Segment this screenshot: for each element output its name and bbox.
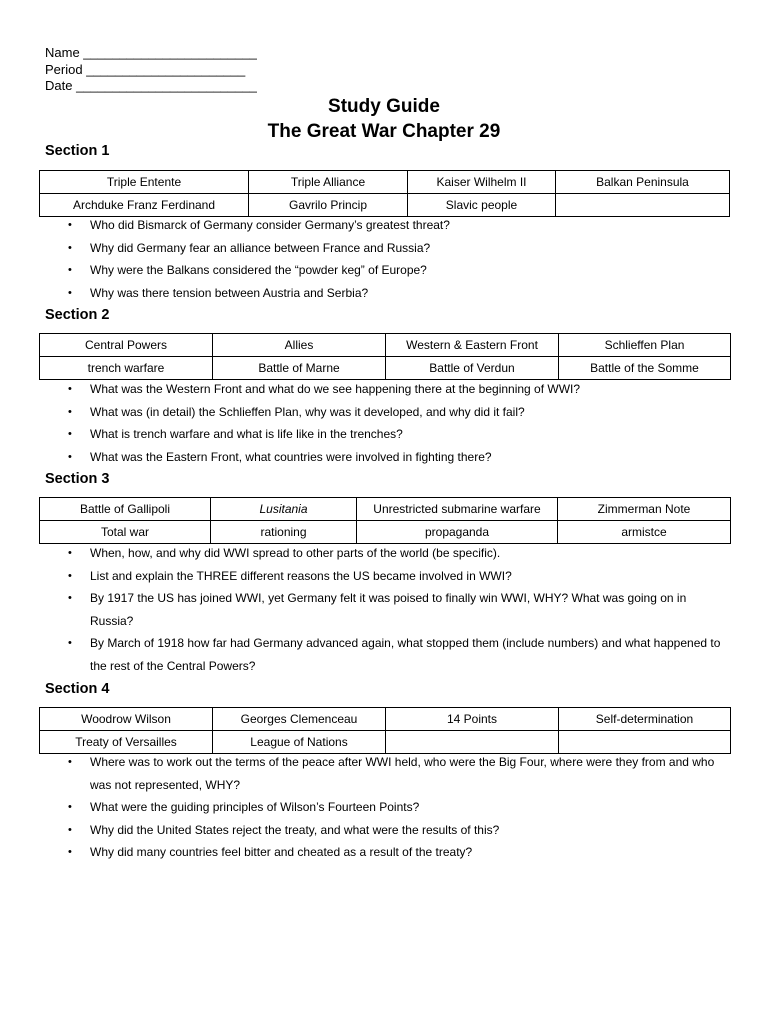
term-cell: Unrestricted submarine warfare	[357, 498, 558, 521]
term-cell: Schlieffen Plan	[559, 334, 731, 357]
question-item: • Who did Bismarck of Germany consider Germany’s greatest threat?	[68, 214, 728, 237]
section-4-questions	[68, 751, 728, 864]
table-row	[40, 171, 730, 194]
question-item: • Why did Germany fear an alliance between France and Russia?	[68, 237, 728, 260]
section-3-terms-table	[39, 497, 731, 544]
question-item: • What is trench warfare and what is life like in the trenches?	[68, 423, 728, 446]
term-cell: Georges Clemenceau	[213, 708, 386, 731]
period-field[interactable]: Period ______________________	[45, 61, 246, 77]
document-title: Study Guide	[328, 96, 440, 117]
term-cell: Kaiser Wilhelm II	[408, 171, 556, 194]
name-field[interactable]: Name ________________________	[45, 45, 257, 60]
section-1-questions	[68, 214, 728, 304]
term-cell: Triple Entente	[40, 171, 249, 194]
section-3-questions	[68, 542, 728, 677]
question-item: • When, how, and why did WWI spread to other parts of the world (be specific).	[68, 542, 728, 565]
term-cell: trench warfare	[40, 357, 213, 380]
term-cell: Archduke Franz Ferdinand	[40, 194, 249, 217]
question-item: • Why did many countries feel bitter and cheated as a result of the treaty?	[68, 841, 728, 864]
date-field[interactable]: Date _________________________	[45, 78, 257, 93]
section-1-heading: Section 1	[45, 143, 110, 159]
term-cell: Treaty of Versailles	[40, 731, 213, 754]
term-cell: Self-determination	[559, 708, 731, 731]
table-row	[40, 708, 731, 731]
document-subtitle: The Great War Chapter 29	[267, 121, 501, 142]
section-1-terms-table	[39, 170, 730, 217]
term-cell: Battle of Verdun	[386, 357, 559, 380]
section-2-questions	[68, 378, 728, 468]
table-row	[40, 357, 731, 380]
question-item: • Why was there tension between Austria and Serbia?	[68, 282, 728, 305]
section-3-heading: Section 3	[45, 471, 110, 487]
term-cell: Total war	[40, 521, 211, 544]
term-cell: Allies	[213, 334, 386, 357]
section-2-terms-table	[39, 333, 731, 380]
term-cell: Balkan Peninsula	[556, 171, 730, 194]
question-item: • What were the guiding principles of Wilson’s Fourteen Points?	[68, 796, 728, 819]
section-4-terms-table	[39, 707, 731, 754]
term-cell: Zimmerman Note	[558, 498, 731, 521]
term-cell: Central Powers	[40, 334, 213, 357]
term-cell: League of Nations	[213, 731, 386, 754]
student-info-block	[45, 45, 257, 95]
question-item: • List and explain the THREE different reasons the US became involved in WWI?	[68, 565, 728, 588]
term-cell: Triple Alliance	[249, 171, 408, 194]
table-row	[40, 521, 731, 544]
term-cell: armistce	[558, 521, 731, 544]
term-cell: 14 Points	[386, 708, 559, 731]
section-4-heading: Section 4	[45, 681, 110, 697]
question-item: • By 1917 the US has joined WWI, yet Germany felt it was poised to finally win WWI, WHY? What was going on in Russia?	[68, 587, 728, 632]
term-cell: rationing	[211, 521, 357, 544]
term-cell: Battle of Marne	[213, 357, 386, 380]
term-cell: Gavrilo Princip	[249, 194, 408, 217]
term-cell: Slavic people	[408, 194, 556, 217]
term-cell: Lusitania	[211, 498, 357, 521]
table-row	[40, 334, 731, 357]
question-item: • What was (in detail) the Schlieffen Plan, why was it developed, and why did it fail?	[68, 401, 728, 424]
term-cell: Woodrow Wilson	[40, 708, 213, 731]
question-item: • Why were the Balkans considered the “powder keg” of Europe?	[68, 259, 728, 282]
term-cell: Battle of Gallipoli	[40, 498, 211, 521]
question-item: • By March of 1918 how far had Germany advanced again, what stopped them (include numbers) and what happened to the rest of the Central Powers?	[68, 632, 728, 677]
question-item: • Where was to work out the terms of the peace after WWI held, who were the Big Four, where were they from and who was not represented, WHY?	[68, 751, 728, 796]
question-item: • What was the Western Front and what do we see happening there at the beginning of WWI?	[68, 378, 728, 401]
question-item: • Why did the United States reject the treaty, and what were the results of this?	[68, 819, 728, 842]
term-cell: Western & Eastern Front	[386, 334, 559, 357]
term-cell: propaganda	[357, 521, 558, 544]
section-2-heading: Section 2	[45, 307, 110, 323]
term-cell: Battle of the Somme	[559, 357, 731, 380]
question-item: • What was the Eastern Front, what countries were involved in fighting there?	[68, 446, 728, 469]
table-row	[40, 498, 731, 521]
